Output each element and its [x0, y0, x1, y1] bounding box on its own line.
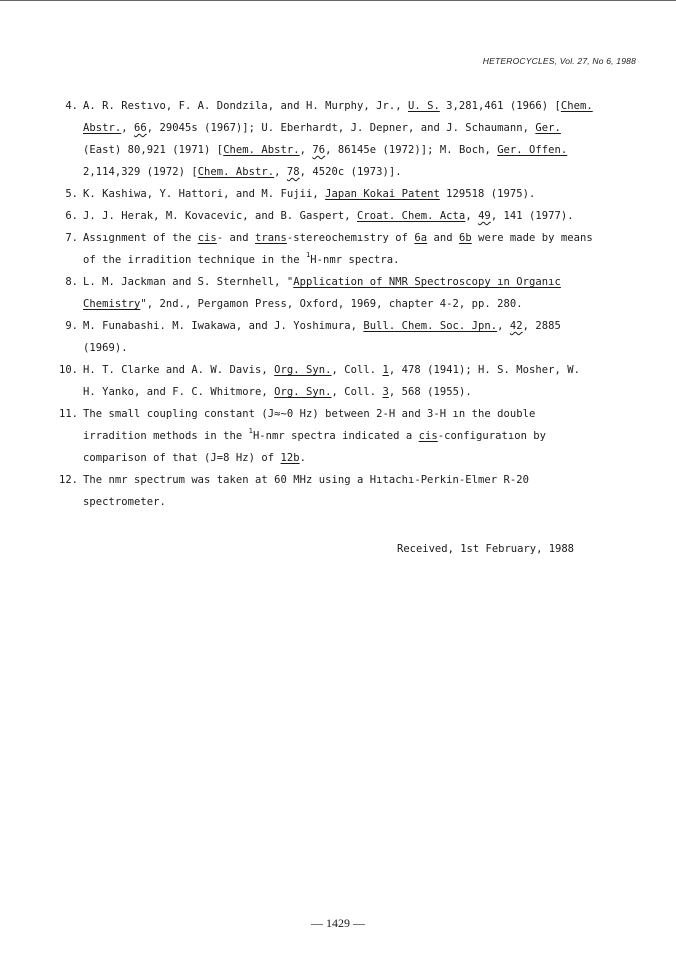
reference-item — [58, 205, 638, 227]
reference-text: , — [299, 144, 313, 156]
underlined-text: Chem. Abstr. — [223, 144, 300, 156]
underlined-text: Croat. Chem. Acta — [356, 210, 466, 222]
reference-line — [83, 381, 638, 403]
reference-line — [83, 139, 638, 161]
underlined-text: Ger. — [535, 122, 561, 134]
reference-line — [83, 425, 638, 447]
underlined-text: Chem. — [560, 100, 593, 112]
reference-text: , — [274, 166, 287, 178]
reference-line — [83, 359, 638, 381]
underlined-text: 3 — [382, 386, 389, 398]
reference-item — [58, 227, 638, 271]
reference-text: , — [497, 320, 510, 332]
reference-item — [58, 403, 638, 469]
reference-text: ", 2nd., Pergamon Press, Oxford, 1969, chapter 4-2, pp. 280. — [140, 298, 523, 310]
reference-line — [83, 183, 638, 205]
reference-number: 7. — [65, 232, 78, 244]
reference-text: -configuratıon by — [437, 430, 547, 442]
reference-item — [58, 469, 638, 513]
reference-item — [58, 183, 638, 205]
reference-text: , 86145e (1972)]; M. Boch, — [325, 144, 498, 156]
reference-text: , 29045s (1967)]; U. Eberhardt, J. Depner, and J. Schaumann, — [146, 122, 536, 134]
reference-number: 6. — [65, 210, 78, 222]
reference-text: A. R. Restıvo, F. A. Dondzila, and H. Murphy, Jr., — [83, 100, 408, 112]
reference-number: 12. — [59, 474, 78, 486]
reference-text: Assıgnment of the — [83, 232, 198, 244]
underlined-text: Chemistry — [83, 298, 141, 310]
underlined-text: 76 — [312, 144, 326, 156]
running-header: HETEROCYCLES, Vol. 27, No 6, 1988 — [482, 56, 636, 66]
reference-item — [58, 315, 638, 359]
reference-line — [83, 337, 638, 359]
reference-list — [58, 95, 638, 513]
reference-number: 5. — [65, 188, 78, 200]
underlined-text: Org. Syn. — [274, 386, 332, 398]
reference-number: 4. — [65, 100, 78, 112]
reference-line — [83, 227, 638, 249]
underlined-text: 6b — [458, 232, 472, 244]
reference-text: 129518 (1975). — [439, 188, 536, 200]
reference-text: K. Kashiwa, Y. Hattori, and M. Fujii, — [83, 188, 326, 200]
reference-text: spectrometer. — [83, 496, 166, 508]
reference-text: H-nmr spectra. — [310, 254, 400, 266]
reference-text: , Coll. — [331, 386, 383, 398]
reference-text: L. M. Jackman and S. Sternhell, " — [83, 276, 294, 288]
underlined-text: 12b — [280, 452, 300, 464]
reference-text: (East) 80,921 (1971) [ — [83, 144, 224, 156]
reference-text: -stereochemıstry of — [286, 232, 415, 244]
superscript: 1 — [248, 427, 253, 435]
reference-line — [83, 293, 638, 315]
reference-text: H. T. Clarke and A. W. Davis, — [83, 364, 275, 376]
reference-item — [58, 95, 638, 183]
reference-text: . — [299, 452, 307, 464]
reference-line — [83, 469, 638, 491]
received-date: Received, 1st February, 1988 — [397, 543, 575, 555]
reference-text: , 2885 — [522, 320, 561, 332]
underlined-text: 6a — [414, 232, 428, 244]
underlined-text: Application of NMR Spectroscopy ın Organıc — [293, 276, 561, 288]
reference-line — [83, 117, 638, 139]
superscript: 1 — [306, 251, 311, 259]
reference-text: The small coupling constant (J≈~0 Hz) between 2-H and 3-H ın the double — [83, 408, 536, 420]
reference-line — [83, 403, 638, 425]
reference-text: were made by means — [471, 232, 593, 244]
reference-text: , 4520c (1973)]. — [299, 166, 402, 178]
reference-line — [83, 205, 638, 227]
reference-text: comparison of that (J=8 Hz) of — [83, 452, 281, 464]
underlined-text: Japan Kokai Patent — [325, 188, 440, 200]
reference-text: irradition methods in the — [83, 430, 249, 442]
reference-line — [83, 491, 638, 513]
reference-line — [83, 271, 638, 293]
reference-text: of the irradition technique in the — [83, 254, 307, 266]
reference-number: 9. — [65, 320, 78, 332]
underlined-text: 66 — [133, 122, 147, 134]
underlined-text: Abstr. — [83, 122, 122, 134]
reference-text: H-nmr spectra indicated a — [252, 430, 419, 442]
reference-text: , 141 (1977). — [490, 210, 574, 222]
page-number: — 1429 — — [311, 916, 365, 930]
reference-text: , — [121, 122, 134, 134]
reference-number: 8. — [65, 276, 78, 288]
reference-number: 10. — [59, 364, 78, 376]
reference-line — [83, 161, 638, 183]
reference-text: , 568 (1955). — [388, 386, 472, 398]
reference-text: M. Funabashi. M. Iwakawa, and J. Yoshimura, — [83, 320, 364, 332]
underlined-text: Ger. Offen. — [497, 144, 568, 156]
reference-text: The nmr spectrum was taken at 60 MHz using a Hıtachı-Perkin-Elmer R-20 — [83, 474, 530, 486]
underlined-text: trans — [255, 232, 287, 244]
reference-text: H. Yanko, and F. C. Whitmore, — [83, 386, 275, 398]
reference-text: 2,114,329 (1972) [ — [83, 166, 198, 178]
reference-item — [58, 359, 638, 403]
underlined-text: Bull. Chem. Soc. Jpn. — [363, 320, 498, 332]
reference-text: , Coll. — [331, 364, 383, 376]
reference-item — [58, 271, 638, 315]
underlined-text: 42 — [509, 320, 523, 332]
reference-text: (1969). — [83, 342, 128, 354]
underlined-text: Org. Syn. — [274, 364, 332, 376]
reference-text: - and — [216, 232, 256, 244]
reference-text: , — [465, 210, 479, 222]
underlined-text: cis — [197, 232, 217, 244]
reference-line — [83, 315, 638, 337]
underlined-text: cis — [418, 430, 438, 442]
underlined-text: 78 — [286, 166, 300, 178]
reference-text: 3,281,461 (1966) [ — [439, 100, 561, 112]
underlined-text: U. S. — [407, 100, 440, 112]
reference-line — [83, 95, 638, 117]
reference-text: and — [427, 232, 459, 244]
underlined-text: Chem. Abstr. — [197, 166, 275, 178]
reference-text: , 478 (1941); H. S. Mosher, W. — [388, 364, 581, 376]
reference-line — [83, 249, 638, 271]
reference-number: 11. — [59, 408, 78, 420]
reference-text: J. J. Herak, M. Kovacevic, and B. Gaspert, — [83, 210, 357, 222]
underlined-text: 49 — [478, 210, 491, 222]
underlined-text: 1 — [382, 364, 389, 376]
top-rule — [0, 0, 676, 1]
reference-line — [83, 447, 638, 469]
